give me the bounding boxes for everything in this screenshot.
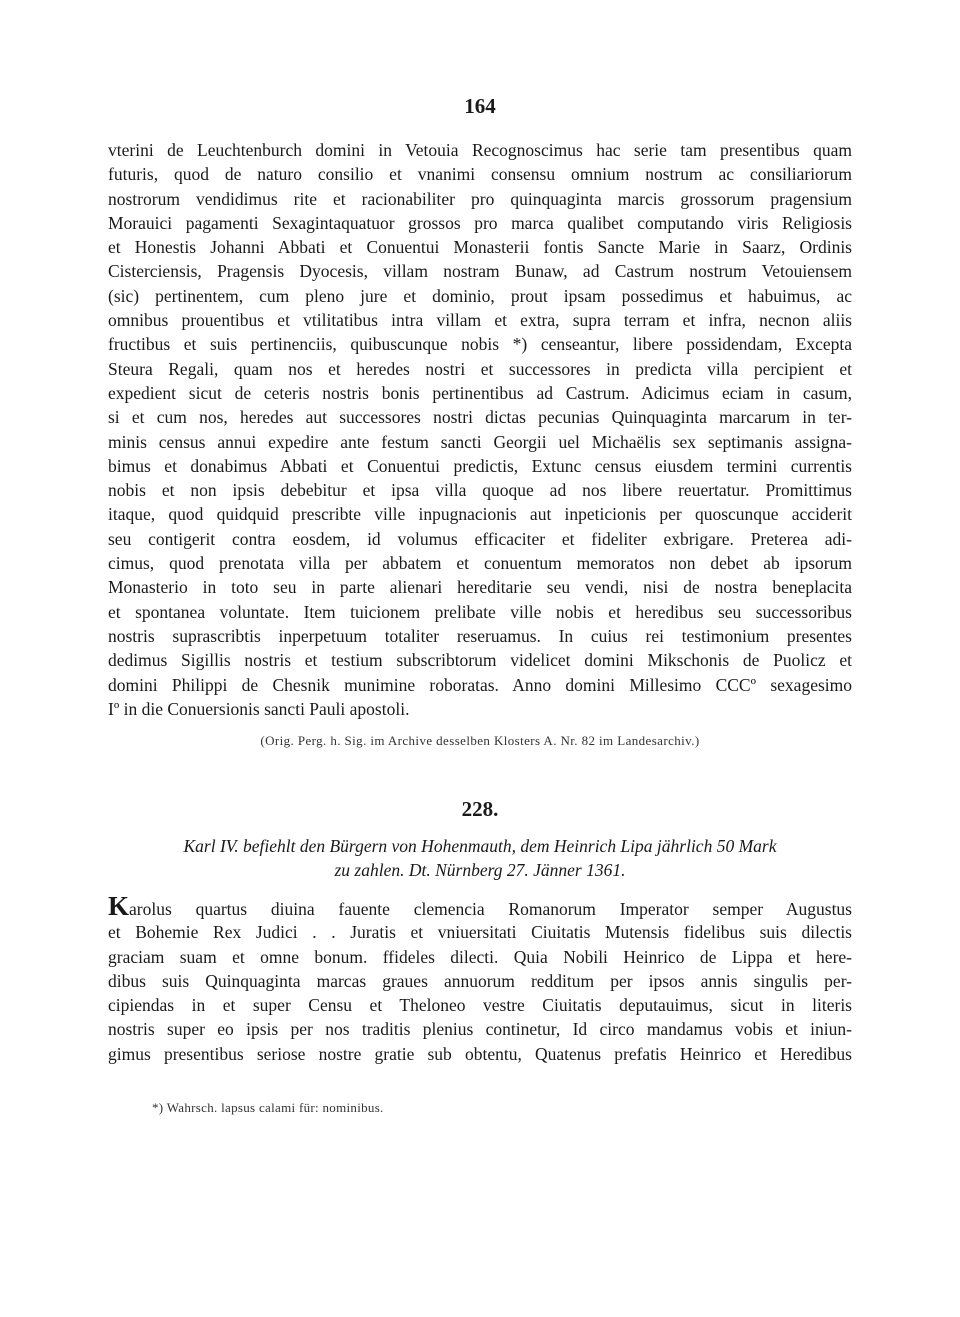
document-heading: [108, 834, 852, 882]
text-line: Cisterciensis, Pragensis Dyocesis, villam nostram Bunaw, ad Castrum nostrum Vetouiensem: [108, 261, 852, 282]
heading-line: zu zahlen. Dt. Nürnberg 27. Jänner 1361.: [334, 860, 626, 880]
text-line: bimus et donabimus Abbati et Conuentui predictis, Extunc census eiusdem termini currentis: [108, 455, 852, 476]
page-number: 164: [464, 94, 496, 118]
document-number: 228.: [461, 797, 499, 821]
text-line: Monasterio in toto seu in parte alienari hereditarie seu vendi, nisi de nostra beneplacita: [108, 577, 852, 598]
text-line: domini Philippi de Chesnik munimine roboratas. Anno domini Millesimo CCCº sexagesimo: [108, 674, 852, 695]
text-line: graciam suam et omne bonum. ffideles dilecti. Quia Nobili Heinrico de Lippa et here-: [108, 946, 852, 967]
text-line: omnibus prouentibus et vtilitatibus intra villam et extra, supra terram et infra, necnon aliis: [108, 310, 852, 331]
text-line: Iº in die Conuersionis sancti Pauli apostoli.: [108, 698, 410, 719]
text-line-rest: arolus quartus diuina fauente clemencia Romanorum Imperator semper Augustus: [129, 899, 852, 919]
text-line: minis census annui expedire ante festum sancti Georgii uel Michaëlis sex septimanis assigna-: [108, 431, 852, 452]
text-line: si et cum nos, heredes aut successores nostri dictas pecunias Quinquaginta marcarum in ter-: [108, 407, 852, 428]
text-line: Steura Regali, quam nos et heredes nostri et successores in predicta villa percipient et: [108, 358, 852, 379]
text-line: et Honestis Johanni Abbati et Conuentui Monasterii fontis Sancte Marie in Saarz, Ordinis: [108, 237, 852, 258]
charter-text-continued: [108, 138, 852, 721]
text-line: dibus suis Quinquaginta marcas graues annuorum redditum per ipsos annis singulis per-: [108, 970, 852, 991]
text-line: nostris suprascribtis inperpetuum totaliter reseruamus. In cuius rei testimonium presentes: [108, 625, 852, 646]
text-line: cipiendas in et super Censu et Theloneo vestre Ciuitatis deputauimus, sicut in literis: [108, 995, 852, 1016]
heading-line: Karl IV. befiehlt den Bürgern von Hohenmauth, dem Heinrich Lipa jährlich 50 Mark: [183, 836, 777, 856]
text-line: futuris, quod de naturo consilio et vnanimi consensu omnium nostrum ac consiliariorum: [108, 164, 852, 185]
text-line: seu contigerit contra eosdem, id volumus efficaciter et fideliter exbrigare. Preterea adi-: [108, 528, 852, 549]
footnote: *) Wahrsch. lapsus calami für: nominibus.: [152, 1100, 384, 1115]
source-note: (Orig. Perg. h. Sig. im Archive desselben Klosters A. Nr. 82 im Landesarchiv.): [260, 733, 700, 748]
text-line: vterini de Leuchtenburch domini in Vetouia Recognoscimus hac serie tam presentibus quam: [108, 140, 852, 160]
text-line: itaque, quod quidquid prescribte ville inpugnacionis aut inpeticionis per quoscunque acciderit: [108, 504, 852, 525]
text-line: cimus, quod prenotata villa per abbatem et conuentum memoratos non debet ab ipsorum: [108, 553, 852, 574]
text-line: dedimus Sigillis nostris et testium subscribtorum videlicet domini Mikschonis de Puolicz et: [108, 650, 852, 671]
text-line: nostris super eo ipsis per nos traditis plenius continetur, Id circo mandamus vobis et iniun-: [108, 1019, 852, 1040]
text-line: expedient sicut de ceteris nostris bonis pertinentibus ad Castrum. Adicimus eciam in casum,: [108, 382, 852, 403]
text-line: fructibus et suis pertinenciis, quibuscunque nobis *) censeantur, libere possidendam, Excepta: [108, 334, 852, 355]
text-line: nobis et non ipsis debebitur et ipsa villa quoque ad nos libere reuertatur. Promittimus: [108, 480, 852, 501]
charter-text: [108, 891, 852, 1066]
text-line: gimus presentibus seriose nostre gratie sub obtentu, Quatenus prefatis Heinrico et Heredibus: [108, 1043, 852, 1064]
text-line: Morauici pagamenti Sexagintaquatuor grossos pro marca qualibet computando viris Religiosis: [108, 212, 852, 233]
text-line: (sic) pertinentem, cum pleno jure et dominio, prout ipsam possedimus et habuimus, ac: [108, 285, 852, 306]
text-line: et Bohemie Rex Judici . . Juratis et vniuersitati Ciuitatis Mutensis fidelibus suis dilectis: [108, 922, 852, 943]
text-line: nostrorum vendidimus rite et racionabiliter pro quinquaginta marcis grossorum pragensium: [108, 188, 852, 209]
text-line: et spontanea voluntate. Item tuicionem prelibate ville nobis et heredibus seu successoribus: [108, 601, 852, 622]
initial-letter: K: [108, 891, 130, 921]
text-line: [108, 891, 852, 921]
